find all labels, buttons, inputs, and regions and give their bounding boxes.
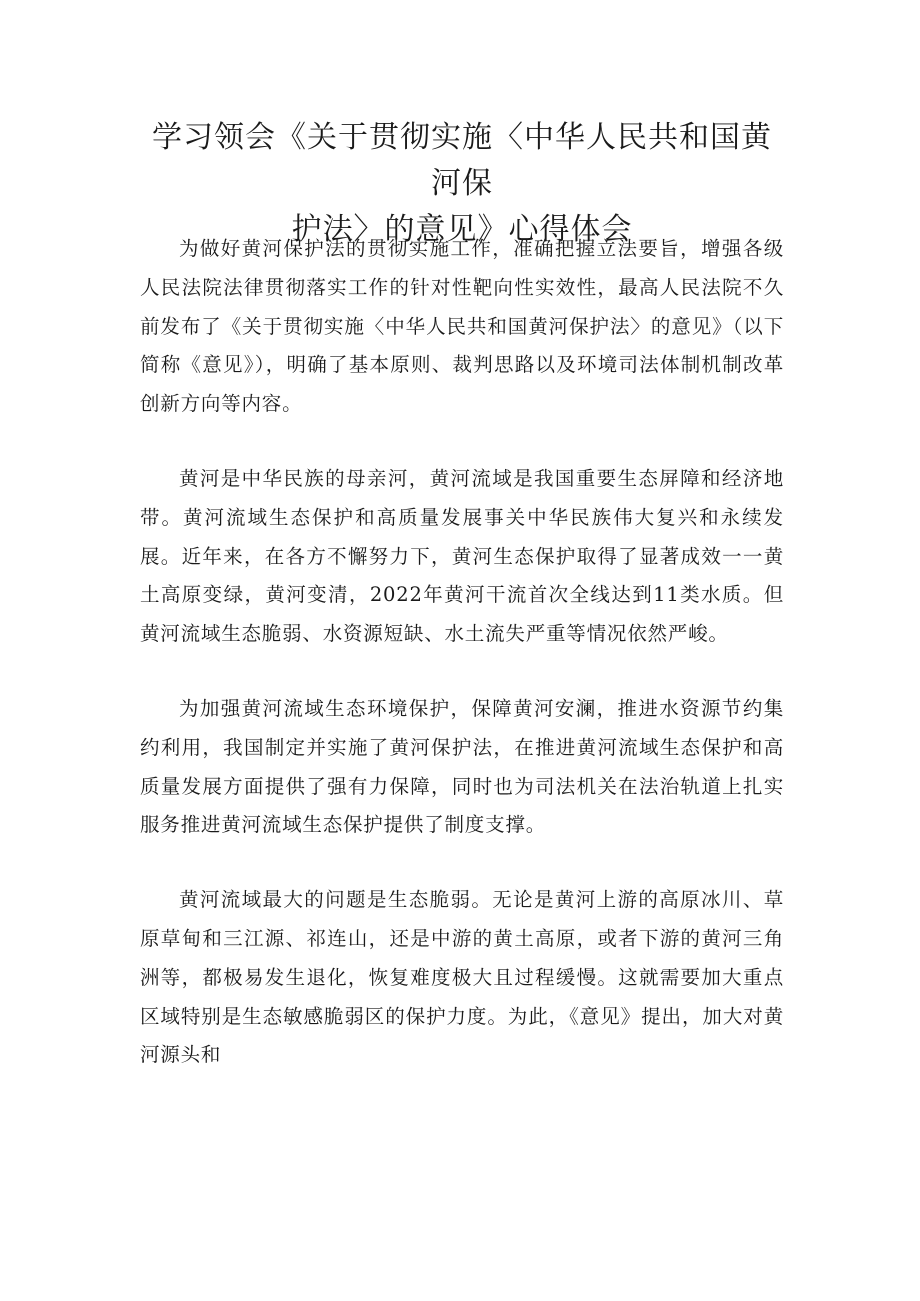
title-line-2: 护法〉的意见》心得体会 [291,212,633,247]
paragraph-4: 黄河流域最大的问题是生态脆弱。无论是黄河上游的高原冰川、草原草甸和三江源、祁连山，还是中游的黄土高原，或者下游的黄河三角洲等，都极易发生退化，恢复难度极大且过程缓慢。这就需要加大重点区域特别是生态敏感脆弱区的保护力度。为此，《意见》提出，加大对黄河源头和 [140,888,784,1067]
paragraph-2: 黄河是中华民族的母亲河，黄河流域是我国重要生态屏障和经济地带。黄河流域生态保护和高质量发展事关中华民族伟大复兴和永续发展。近年来，在各方不懈努力下，黄河生态保护取得了显著成效一一黄土高原变绿，黄河变清，2022年黄河干流首次全线达到11类水质。但黄河流域生态脆弱、水资源短缺、水土流失严重等情况依然严峻。 [140,466,784,646]
paragraph-1: 为做好黄河保护法的贯彻实施工作，准确把握立法要旨，增强各级人民法院法律贯彻落实工作的针对性靶向性实效性，最高人民法院不久前发布了《关于贯彻实施〈中华人民共和国黄河保护法〉的意见》（以下简称《意见》），明确了基本原则、裁判思路以及环境司法体制机制改革创新方向等内容。 [140,237,784,416]
document-body [140,230,784,1111]
title-line-1: 学习领会《关于贯彻实施〈中华人民共和国黄河保 [152,120,772,201]
paragraph-3: 为加强黄河流域生态环境保护，保障黄河安澜，推进水资源节约集约利用，我国制定并实施了黄河保护法，在推进黄河流域生态保护和高质量发展方面提供了强有力保障，同时也为司法机关在法治轨道上扎实服务推进黄河流域生态保护提供了制度支撑。 [140,696,784,837]
